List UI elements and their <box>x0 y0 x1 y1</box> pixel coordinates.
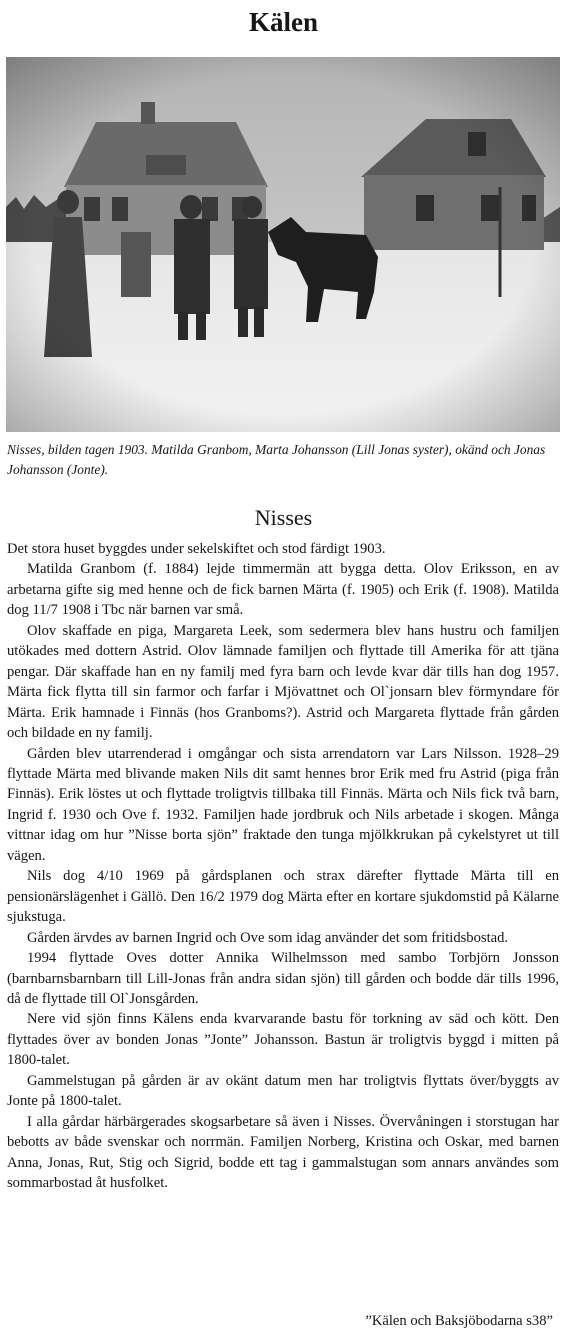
paragraph: 1994 flyttade Oves dotter Annika Wilhelmsson med sambo Torbjörn Jonsson (barnbarnsbarnbarn till Lill-Jonas från andra sidan sjön) till gården och bodde där tills 1996, då de flyttade till Ol`Jonsgården. <box>7 950 559 1007</box>
source-reference: ”Kälen och Baksjöbodarna s38” <box>365 1313 553 1329</box>
paragraph: Gammelstugan på gården är av okänt datum men har troligtvis flyttats över/byggts av Jonte på 1800-talet. <box>7 1072 559 1110</box>
paragraph: Det stora huset byggdes under sekelskiftet och stod färdigt 1903. <box>7 541 386 557</box>
historical-photo <box>6 57 560 432</box>
article-body <box>7 539 559 1194</box>
paragraph: Gården blev utarrenderad i omgångar och sista arrendatorn var Lars Nilsson. 1928–29 flyttade Märta med blivande maken Nils dit samt hennes bror Erik med fru Astrid (piga från Finnäs). Erik löstes ut och flyttade troligtvis tillbaka till Finnäs. Märta och Nils fick två barn, Ingrid f. 1930 och Ove f. 1932. Familjen hade jordbruk och Nils arbetade i skogen. Många vittnar idag om hur ”Nisse borta sjön” fraktade den tunga mjölkkrukan på cykelstyret ut till vägen. <box>7 745 559 864</box>
photo-caption: Nisses, bilden tagen 1903. Matilda Granbom, Marta Johansson (Lill Jonas syster), okänd och Jonas Johansson (Jonte). <box>7 442 546 477</box>
page-title: Kälen <box>248 7 318 37</box>
paragraph: Olov skaffade en piga, Margareta Leek, som sedermera blev hans hustru och familjen utökades med dottern Astrid. Olov lämnade familjen och flyttade till Amerika för att tjäna pengar. Där skaffade han en ny familj med fyra barn och levde kvar där tills han dog 1957. Märta fick flytta till sin farmor och farfar i Mjövattnet och Ol`jonsarn blev förmyndare för Märta. Erik hamnade i Finnäs (hos Granboms?). Astrid och Margareta flyttade från gården och bildade en ny familj. <box>7 622 559 742</box>
paragraph: I alla gårdar härbärgerades skogsarbetare så även i Nisses. Övervåningen i storstugan har bebotts av både svenskar och norrmän. Familjen Norberg, Kristina och Oskar, med barnen Anna, Jonas, Rut, Stig och Sigrid, bodde ett tag i gammalstugan som annars användes som sommarbostad åt husfolket. <box>7 1113 559 1192</box>
paragraph: Gården ärvdes av barnen Ingrid och Ove som idag använder det som fritidsbostad. <box>27 929 509 946</box>
section-title: Nisses <box>254 505 313 530</box>
paragraph: Nils dog 4/10 1969 på gårdsplanen och strax därefter flyttade Märta till en pensionärslägenhet i Gällö. Den 16/2 1979 dog Märta efter en kortare sjukdomstid på Kälarne sjukstuga. <box>7 868 559 926</box>
paragraph: Matilda Granbom (f. 1884) lejde timmermän att bygga detta. Olov Eriksson, en av arbetarna gifte sig med henne och de fick barnen Märta (f. 1905) och Erik (f. 1908). Matilda dog 11/7 1908 i Tbc när barnen var små. <box>7 561 559 619</box>
paragraph: Nere vid sjön finns Kälens enda kvarvarande bastu för torkning av säd och kött. Den flyttades över av bonden Jonas ”Jonte” Johansson. Bastun är troligtvis byggd i mitten på 1800-talet. <box>7 1011 559 1069</box>
